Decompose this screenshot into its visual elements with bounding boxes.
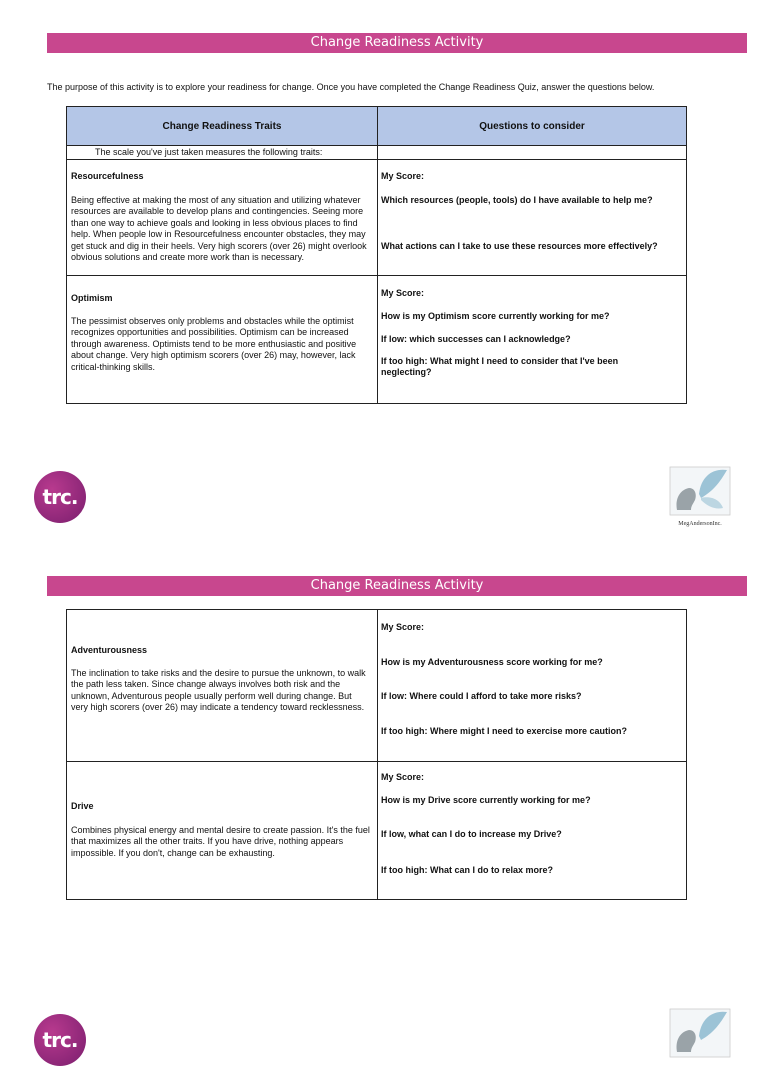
page-banner: Change Readiness Activity — [47, 576, 747, 596]
question-score: My Score: — [381, 772, 425, 782]
trait-title-resourcefulness: Resourcefulness — [71, 171, 144, 181]
question: What actions can I take to use these resources more effectively? — [381, 241, 658, 251]
meg-anderson-caption: MegAndersonInc. — [678, 521, 722, 527]
question: If low: which successes can I acknowledge? — [381, 334, 571, 344]
question: If low: Where could I afford to take more risks? — [381, 691, 582, 701]
trait-body-optimism: The pessimist observes only problems and obstacles while the optimist recognizes opportunities and possibilities. Optimism can be increased through awareness. Optimists tend to be more enthusiastic and positive about change. Very high optimism scorers (over 26) may, however, lack critical-thinking skills. — [71, 316, 357, 372]
trait-title-optimism: Optimism — [71, 293, 113, 303]
trait-body-resourcefulness: Being effective at making the most of any situation and utilizing whatever resources are available to develop plans and contingencies. Seeing more than one way to achieve goals and looking in less obvious places to find help. When people low in Resourcefulness encounter obstacles, they may get stuck and dig in their heels. Very high scorers (over 26) might overlook obvious solutions and create more work than is necessary. — [71, 195, 367, 263]
meg-anderson-logo — [669, 466, 731, 527]
question-score: My Score: — [381, 288, 425, 298]
trait-body-adventurousness: The inclination to take risks and the desire to pursue the unknown, to walk the path less taken. Since change always involves both risk and the unknown, Adventurous people usually perform well during change. But very high scorers (over 26) may indicate a tendency toward recklessness. — [71, 668, 366, 713]
trait-title-adventurousness: Adventurousness — [71, 645, 148, 655]
trc-logo: trc. — [34, 1014, 86, 1066]
question: If low, what can I do to increase my Drive? — [381, 829, 562, 839]
question: How is my Optimism score currently working for me? — [381, 311, 610, 321]
question-score: My Score: — [381, 171, 425, 181]
traits-table — [66, 609, 687, 900]
butterfly-icon — [669, 1008, 731, 1058]
butterfly-icon — [669, 466, 731, 516]
trait-title-drive: Drive — [71, 801, 94, 811]
question: If too high: What can I do to relax more? — [381, 865, 554, 875]
intro-text: The purpose of this activity is to explore your readiness for change. Once you have completed the Change Readiness Quiz, answer the questions below. — [47, 82, 655, 92]
scale-note: The scale you've just taken measures the following traits: — [95, 147, 323, 157]
trait-body-drive: Combines physical energy and mental desire to create passion. It's the fuel that maximizes all the other traits. If you have drive, nothing appears impossible. If you don't, change can be exhausting. — [71, 825, 370, 858]
question: Which resources (people, tools) do I have available to help me? — [381, 195, 653, 205]
question: How is my Drive score currently working for me? — [381, 795, 591, 805]
meg-anderson-logo — [669, 1008, 731, 1063]
header-questions: Questions to consider — [378, 107, 686, 145]
page-banner: Change Readiness Activity — [47, 33, 747, 53]
header-traits: Change Readiness Traits — [67, 107, 377, 145]
trc-logo: trc. — [34, 471, 86, 523]
question: How is my Adventurousness score working for me? — [381, 657, 603, 667]
question: If too high: What might I need to consider that I've been neglecting? — [381, 356, 619, 378]
question: If too high: Where might I need to exercise more caution? — [381, 726, 628, 736]
traits-table — [66, 106, 687, 404]
question-score: My Score: — [381, 622, 425, 632]
